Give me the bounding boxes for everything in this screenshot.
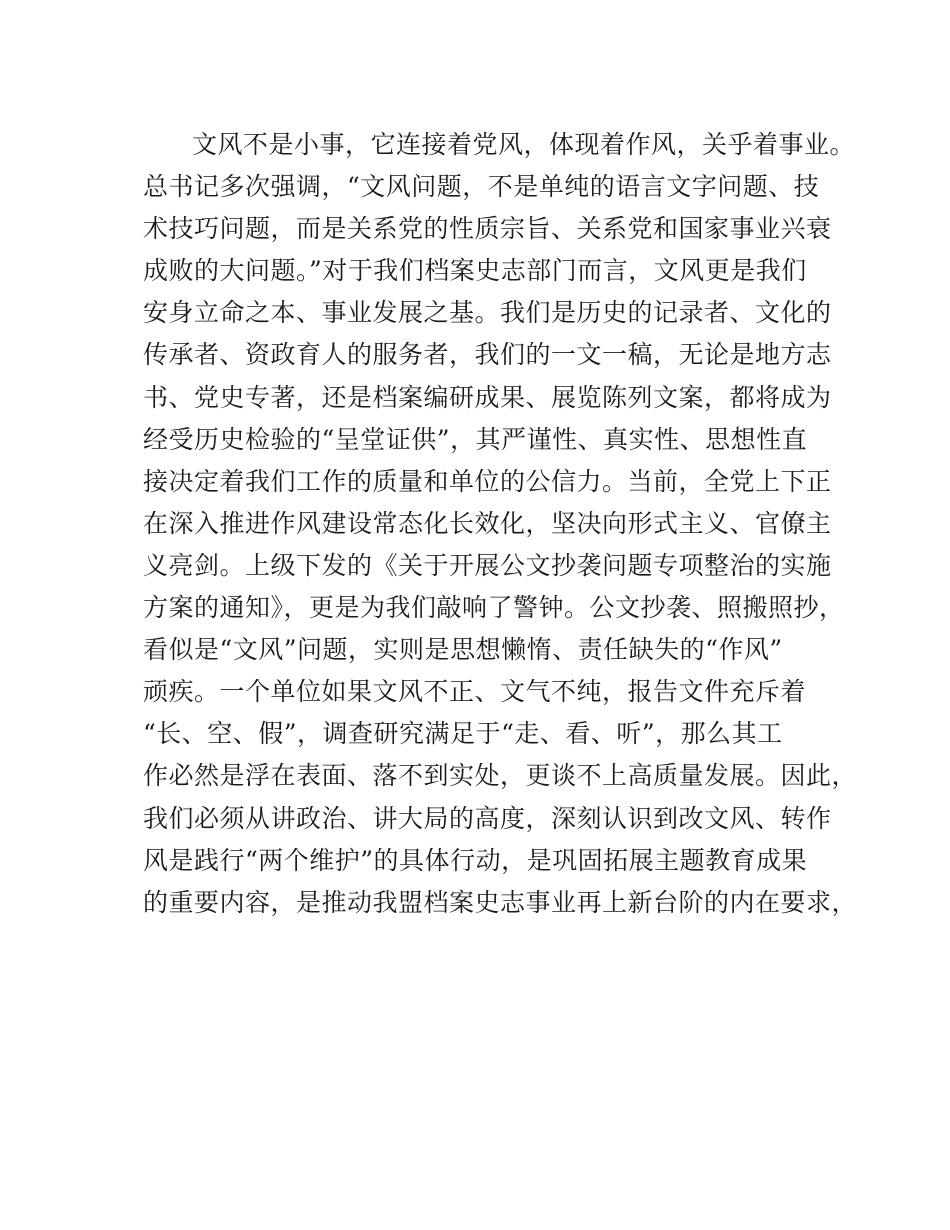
- text-line-17: 我们必须从讲政治、讲大局的高度，深刻认识到改文风、转作: [143, 803, 832, 833]
- text-line-8: 经受历史检验的“呈堂证供”，其严谨性、真实性、思想性直: [143, 424, 808, 454]
- text-line-4: 成败的大问题。”对于我们档案史志部门而言，文风更是我们: [143, 256, 807, 286]
- text-line-18: 风是践行“两个维护”的具体行动，是巩固拓展主题教育成果: [143, 845, 808, 875]
- text-line-6: 传承者、资政育人的服务者，我们的一文一稿，无论是地方志: [143, 340, 832, 370]
- text-line-9: 接决定着我们工作的质量和单位的公信力。当前，全党上下正: [143, 466, 832, 496]
- text-line-14: 顽疾。一个单位如果文风不正、文气不纯，报告文件充斥着: [143, 677, 807, 707]
- text-line-7: 书、党史专著，还是档案编研成果、展览陈列文案，都将成为: [143, 382, 832, 412]
- text-line-5: 安身立命之本、事业发展之基。我们是历史的记录者、文化的: [143, 298, 832, 328]
- text-line-11: 义亮剑。上级下发的《关于开展公文抄袭问题专项整治的实施: [143, 550, 832, 580]
- text-line-3: 术技巧问题，而是关系党的性质宗旨、关系党和国家事业兴衰: [143, 214, 832, 244]
- text-line-2: 总书记多次强调，“文风问题，不是单纯的语言文字问题、技: [143, 172, 820, 202]
- text-line-16: 作必然是浮在表面、落不到实处，更谈不上高质量发展。因此，: [143, 761, 858, 791]
- text-line-13: 看似是“文风”问题，实则是思想懒惰、责任缺失的“作风”: [143, 635, 783, 665]
- text-line-10: 在深入推进作风建设常态化长效化，坚决向形式主义、官僚主: [143, 508, 832, 538]
- text-line-19: 的重要内容，是推动我盟档案史志事业再上新台阶的内在要求，: [143, 887, 858, 917]
- text-line-12: 方案的通知》，更是为我们敲响了警钟。公文抄袭、照搬照抄，: [143, 593, 845, 623]
- body-paragraph: [143, 124, 858, 924]
- text-line-1: 文风不是小事，它连接着党风，体现着作风，关乎着事业。: [192, 130, 856, 159]
- text-line-15: “长、空、假”，调查研究满足于“走、看、听”，那么其工: [143, 719, 783, 749]
